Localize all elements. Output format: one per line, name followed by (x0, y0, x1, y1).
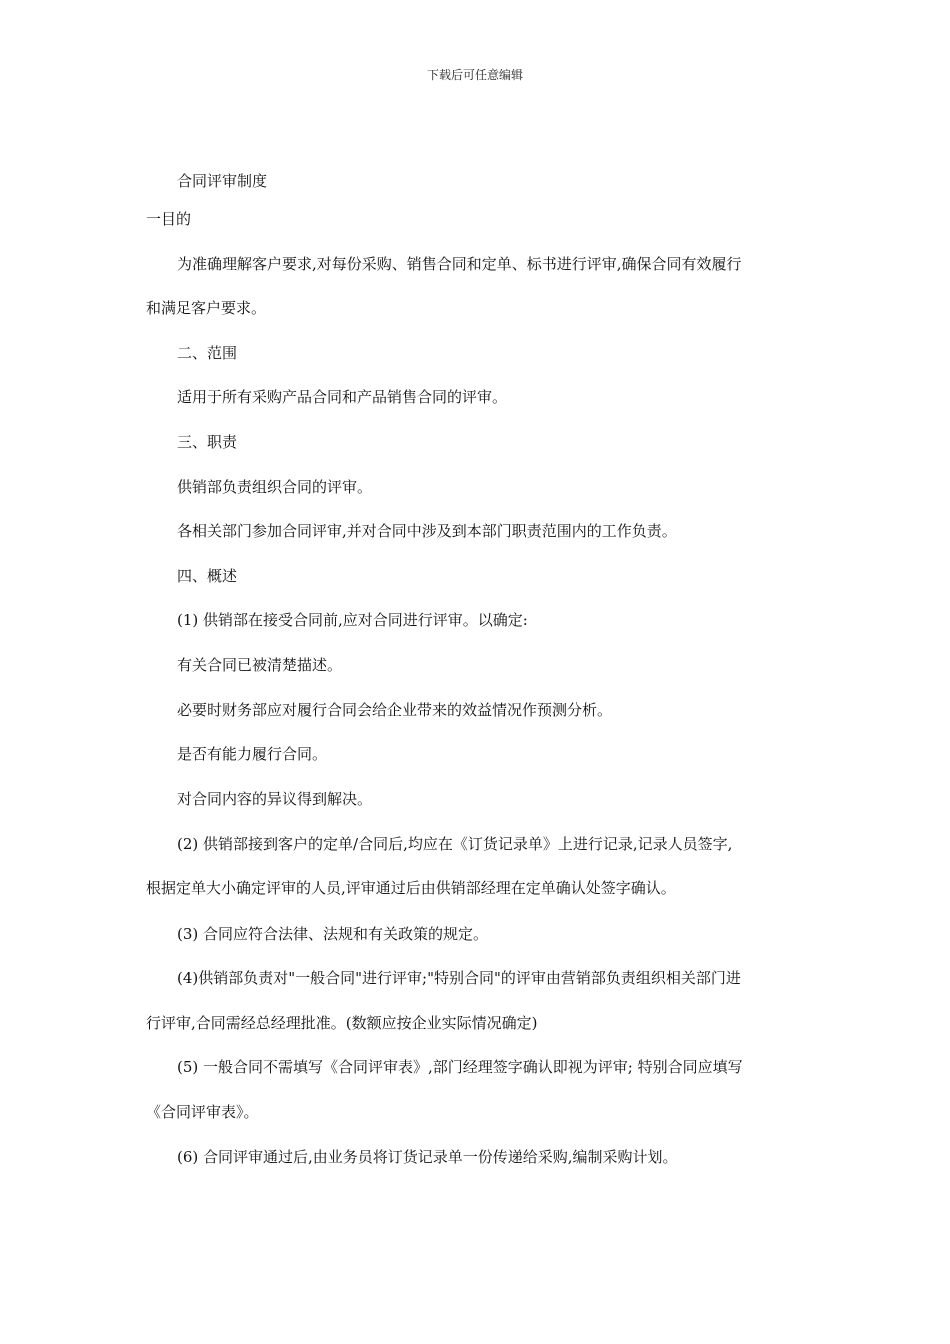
paragraph-line: (3) 合同应符合法律、法规和有关政策的规定。 (177, 925, 489, 943)
section-heading-scope: 二、范围 (177, 344, 238, 362)
paragraph-line: 为准确理解客户要求,对每份采购、销售合同和定单、标书进行评审,确保合同有效履行 (177, 255, 742, 273)
paragraph-line: 行评审,合同需经总经理批准。(数额应按企业实际情况确定) (146, 1014, 538, 1032)
paragraph-line: 对合同内容的异议得到解决。 (177, 790, 373, 808)
section-heading-purpose: 一目的 (146, 210, 192, 228)
paragraph-line: 《合同评审表》。 (146, 1103, 259, 1121)
paragraph-line: 供销部负责组织合同的评审。 (177, 478, 373, 496)
paragraph-line: 和满足客户要求。 (146, 299, 267, 317)
section-heading-duties: 三、职责 (177, 433, 238, 451)
paragraph-line: 各相关部门参加合同评审,并对合同中涉及到本部门职责范围内的工作负责。 (177, 522, 677, 540)
paragraph-line: (4)供销部负责对"一般合同"进行评审;"特别合同"的评审由营销部负责组织相关部门进 (177, 969, 741, 987)
paragraph-line: 适用于所有采购产品合同和产品销售合同的评审。 (177, 388, 508, 406)
paragraph-line: 有关合同已被清楚描述。 (177, 656, 343, 674)
paragraph-line: (2) 供销部接到客户的定单/合同后,均应在《订货记录单》上进行记录,记录人员签字, (177, 835, 733, 853)
paragraph-line: (5) 一般合同不需填写《合同评审表》,部门经理签字确认即视为评审; 特别合同应填写 (177, 1058, 743, 1076)
paragraph-line: (1) 供销部在接受合同前,应对合同进行评审。以确定: (177, 611, 528, 629)
document-title: 合同评审制度 (177, 172, 268, 190)
paragraph-line: 是否有能力履行合同。 (177, 745, 328, 763)
section-heading-overview: 四、概述 (177, 567, 238, 585)
paragraph-line: (6) 合同评审通过后,由业务员将订货记录单一份传递给采购,编制采购计划。 (177, 1148, 678, 1166)
paragraph-line: 根据定单大小确定评审的人员,评审通过后由供销部经理在定单确认处签字确认。 (146, 879, 676, 897)
paragraph-line: 必要时财务部应对履行合同会给企业带来的效益情况作预测分析。 (177, 701, 613, 719)
page-header: 下载后可任意编辑 (426, 68, 523, 82)
